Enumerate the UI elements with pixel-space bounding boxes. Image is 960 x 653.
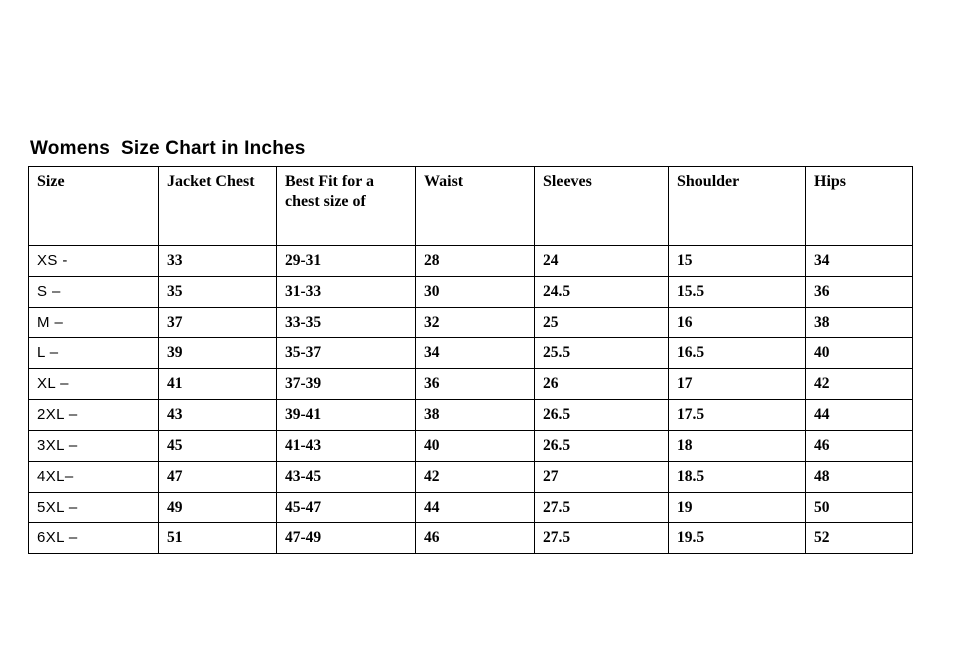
cell-sleeves: 27.5 bbox=[535, 523, 669, 554]
cell-best-fit: 47-49 bbox=[277, 523, 416, 554]
cell-shoulder: 15.5 bbox=[669, 276, 806, 307]
cell-shoulder: 17 bbox=[669, 369, 806, 400]
cell-sleeves: 25.5 bbox=[535, 338, 669, 369]
column-header-jacket-chest: Jacket Chest bbox=[159, 167, 277, 246]
cell-best-fit: 31-33 bbox=[277, 276, 416, 307]
cell-jacket-chest: 41 bbox=[159, 369, 277, 400]
table-row bbox=[29, 338, 913, 369]
cell-waist: 34 bbox=[416, 338, 535, 369]
cell-best-fit: 43-45 bbox=[277, 461, 416, 492]
cell-size: XS - bbox=[29, 246, 159, 277]
cell-jacket-chest: 39 bbox=[159, 338, 277, 369]
cell-jacket-chest: 33 bbox=[159, 246, 277, 277]
cell-shoulder: 18.5 bbox=[669, 461, 806, 492]
cell-size: M – bbox=[29, 307, 159, 338]
cell-hips: 48 bbox=[806, 461, 913, 492]
cell-hips: 34 bbox=[806, 246, 913, 277]
cell-waist: 42 bbox=[416, 461, 535, 492]
column-header-sleeves: Sleeves bbox=[535, 167, 669, 246]
cell-hips: 50 bbox=[806, 492, 913, 523]
cell-sleeves: 27.5 bbox=[535, 492, 669, 523]
cell-hips: 52 bbox=[806, 523, 913, 554]
cell-waist: 28 bbox=[416, 246, 535, 277]
table-row bbox=[29, 523, 913, 554]
cell-sleeves: 26 bbox=[535, 369, 669, 400]
cell-best-fit: 45-47 bbox=[277, 492, 416, 523]
cell-best-fit: 41-43 bbox=[277, 430, 416, 461]
cell-waist: 30 bbox=[416, 276, 535, 307]
cell-waist: 40 bbox=[416, 430, 535, 461]
column-header-size: Size bbox=[29, 167, 159, 246]
cell-jacket-chest: 45 bbox=[159, 430, 277, 461]
table-row bbox=[29, 246, 913, 277]
cell-shoulder: 19 bbox=[669, 492, 806, 523]
table-row bbox=[29, 461, 913, 492]
column-header-hips: Hips bbox=[806, 167, 913, 246]
cell-sleeves: 27 bbox=[535, 461, 669, 492]
cell-size: 6XL – bbox=[29, 523, 159, 554]
cell-waist: 32 bbox=[416, 307, 535, 338]
cell-best-fit: 37-39 bbox=[277, 369, 416, 400]
cell-sleeves: 24 bbox=[535, 246, 669, 277]
cell-best-fit: 33-35 bbox=[277, 307, 416, 338]
cell-size: 3XL – bbox=[29, 430, 159, 461]
size-chart-container bbox=[28, 138, 912, 554]
column-header-shoulder: Shoulder bbox=[669, 167, 806, 246]
cell-size: 2XL – bbox=[29, 400, 159, 431]
cell-jacket-chest: 49 bbox=[159, 492, 277, 523]
cell-waist: 46 bbox=[416, 523, 535, 554]
cell-sleeves: 26.5 bbox=[535, 400, 669, 431]
cell-shoulder: 16.5 bbox=[669, 338, 806, 369]
table-row bbox=[29, 492, 913, 523]
cell-jacket-chest: 37 bbox=[159, 307, 277, 338]
size-chart-table bbox=[28, 166, 913, 554]
cell-jacket-chest: 51 bbox=[159, 523, 277, 554]
column-header-waist: Waist bbox=[416, 167, 535, 246]
cell-hips: 38 bbox=[806, 307, 913, 338]
cell-shoulder: 18 bbox=[669, 430, 806, 461]
cell-sleeves: 25 bbox=[535, 307, 669, 338]
cell-jacket-chest: 47 bbox=[159, 461, 277, 492]
table-row bbox=[29, 400, 913, 431]
chart-title: Womens Size Chart in Inches bbox=[30, 138, 306, 159]
cell-shoulder: 17.5 bbox=[669, 400, 806, 431]
cell-jacket-chest: 43 bbox=[159, 400, 277, 431]
table-header-row bbox=[29, 167, 913, 246]
cell-best-fit: 29-31 bbox=[277, 246, 416, 277]
cell-waist: 36 bbox=[416, 369, 535, 400]
cell-hips: 42 bbox=[806, 369, 913, 400]
cell-best-fit: 39-41 bbox=[277, 400, 416, 431]
cell-hips: 46 bbox=[806, 430, 913, 461]
cell-waist: 38 bbox=[416, 400, 535, 431]
cell-shoulder: 16 bbox=[669, 307, 806, 338]
cell-hips: 44 bbox=[806, 400, 913, 431]
cell-jacket-chest: 35 bbox=[159, 276, 277, 307]
cell-hips: 36 bbox=[806, 276, 913, 307]
cell-sleeves: 26.5 bbox=[535, 430, 669, 461]
cell-size: S – bbox=[29, 276, 159, 307]
cell-size: 4XL– bbox=[29, 461, 159, 492]
table-row bbox=[29, 369, 913, 400]
table-row bbox=[29, 276, 913, 307]
cell-best-fit: 35-37 bbox=[277, 338, 416, 369]
cell-shoulder: 19.5 bbox=[669, 523, 806, 554]
cell-waist: 44 bbox=[416, 492, 535, 523]
table-row bbox=[29, 430, 913, 461]
cell-hips: 40 bbox=[806, 338, 913, 369]
cell-size: 5XL – bbox=[29, 492, 159, 523]
table-row bbox=[29, 307, 913, 338]
column-header-best-fit: Best Fit for a chest size of bbox=[277, 167, 416, 246]
cell-size: XL – bbox=[29, 369, 159, 400]
cell-size: L – bbox=[29, 338, 159, 369]
cell-sleeves: 24.5 bbox=[535, 276, 669, 307]
cell-shoulder: 15 bbox=[669, 246, 806, 277]
